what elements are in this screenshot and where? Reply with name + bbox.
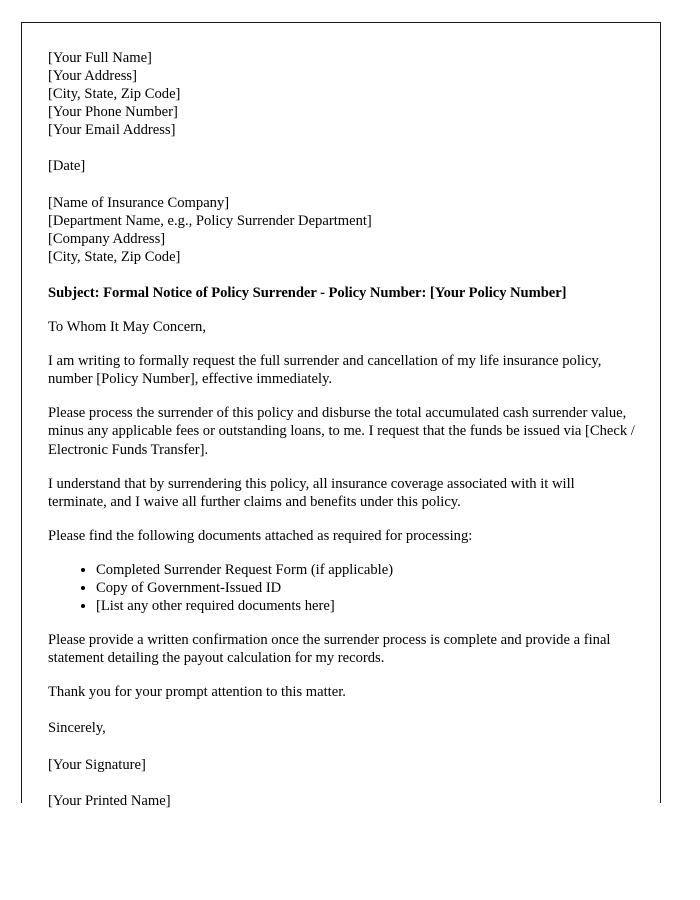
sender-phone-line: [Your Phone Number]: [48, 104, 178, 121]
subject-line: Subject: Formal Notice of Policy Surrender - Policy Number: [Your Policy Number]: [48, 284, 567, 301]
recipient-city-line: [City, State, Zip Code]: [48, 248, 181, 265]
body-paragraph-3: I understand that by surrendering this policy, all insurance coverage associated with it will terminate, and I waive all further claims and benefits under this policy.: [48, 475, 575, 510]
list-item: • Completed Surrender Request Form (if applicable): [96, 561, 636, 579]
body-paragraph-1: I am writing to formally request the full surrender and cancellation of my life insurance policy, number [Policy Number], effective immediately.: [48, 353, 602, 388]
recipient-street-line: [Company Address]: [48, 230, 166, 247]
letter-content: [48, 49, 636, 810]
valediction: Sincerely,: [48, 720, 106, 737]
sender-email-line: [Your Email Address]: [48, 122, 176, 139]
sender-city-line: [City, State, Zip Code]: [48, 86, 181, 103]
attachment-list: [48, 561, 636, 615]
sender-street-line: [Your Address]: [48, 68, 137, 85]
salutation: To Whom It May Concern,: [48, 319, 206, 336]
recipient-department-line: [Department Name, e.g., Policy Surrender Department]: [48, 212, 372, 229]
sender-address-block: [48, 49, 636, 139]
recipient-address-block: [48, 194, 636, 266]
list-item: • [List any other required documents here]: [96, 597, 636, 615]
body-paragraph-4: Please find the following documents attached as required for processing:: [48, 527, 473, 544]
document-page: [21, 22, 661, 809]
closing-paragraph-2: Thank you for your prompt attention to this matter.: [48, 684, 346, 701]
closing-paragraph-1: Please provide a written confirmation once the surrender process is complete and provide a final statement detailing the payout calculation for my records.: [48, 632, 611, 667]
printed-name-placeholder: [Your Printed Name]: [48, 792, 171, 809]
signature-placeholder: [Your Signature]: [48, 756, 146, 773]
list-item: • Copy of Government-Issued ID: [96, 579, 636, 597]
date-line: [Date]: [48, 158, 86, 175]
sender-name-line: [Your Full Name]: [48, 50, 152, 66]
recipient-company-line: [Name of Insurance Company]: [48, 194, 230, 211]
body-paragraph-2: Please process the surrender of this policy and disburse the total accumulated cash surrender value, minus any applicable fees or outstanding loans, to me. I request that the funds be issued via [Check / Electronic Funds Transfer].: [48, 405, 635, 458]
